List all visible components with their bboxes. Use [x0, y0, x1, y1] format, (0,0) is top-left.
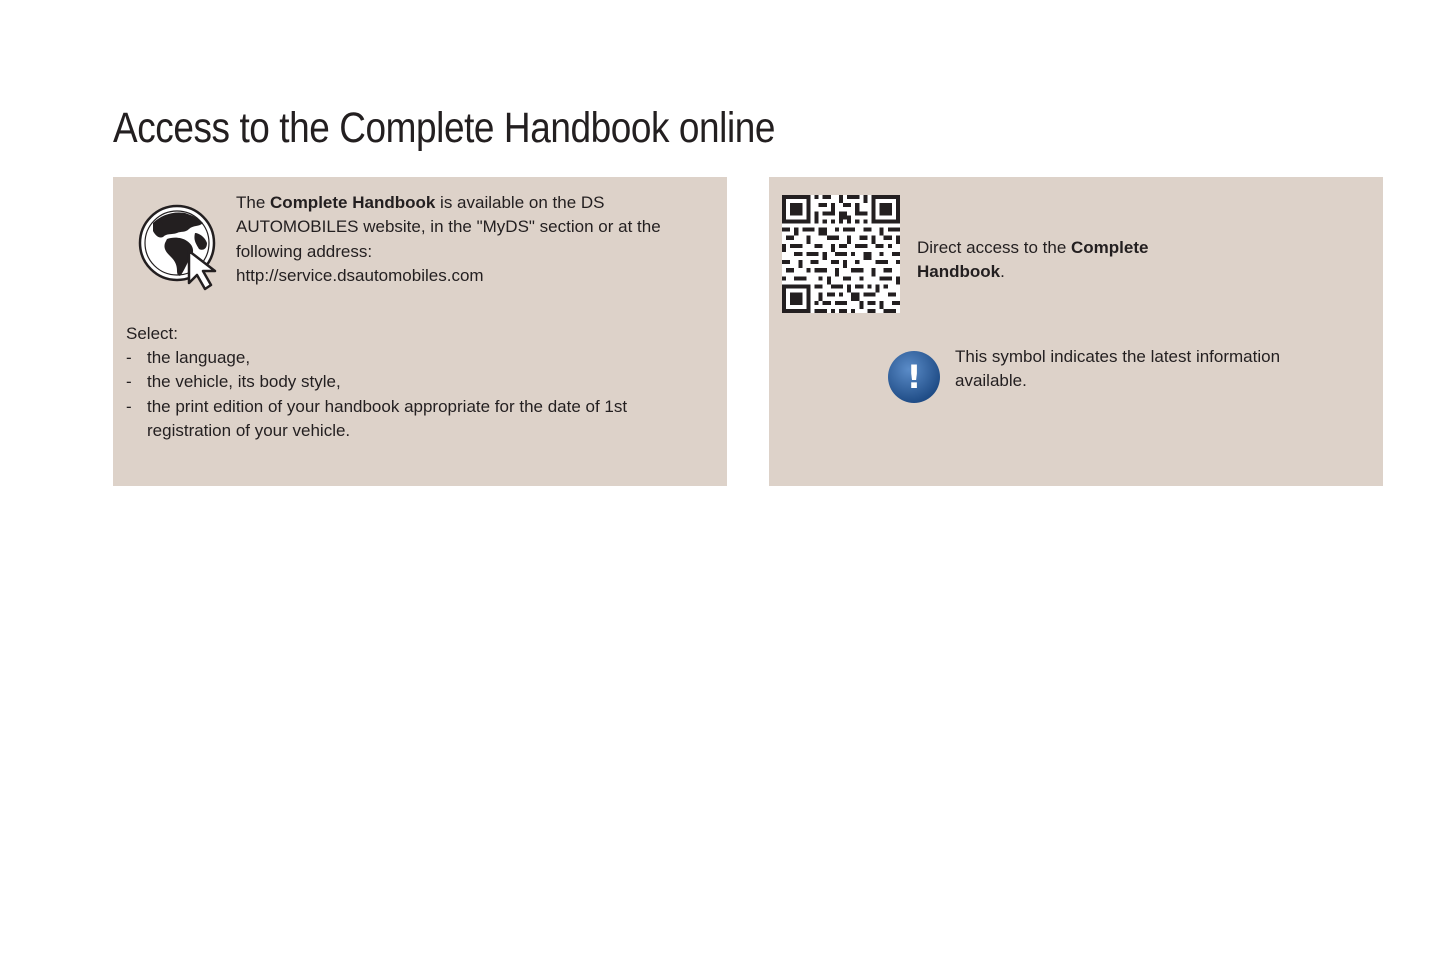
globe-with-cursor-icon: [137, 203, 229, 295]
direct-bold-complete: Complete: [1071, 238, 1149, 257]
select-label: Select:: [126, 324, 178, 343]
intro-line-2: AUTOMOBILES website, in the "MyDS" section or at the: [236, 217, 661, 237]
online-access-panel: [113, 177, 727, 486]
intro-bold-complete-handbook: Complete Handbook: [270, 193, 436, 212]
list-item: [126, 370, 706, 394]
handbook-availability-text: [236, 191, 716, 289]
list-item: [126, 346, 706, 370]
dash-bullet: -: [126, 372, 132, 392]
select-item-language: the language,: [147, 348, 251, 367]
direct-access-text: [917, 236, 1207, 285]
select-item-vehicle: the vehicle, its body style,: [147, 372, 341, 392]
page-title: Access to the Complete Handbook online: [113, 104, 776, 152]
select-item-print-edition: the print edition of your handbook appropriate for the date of 1st registration of your vehicle.: [147, 396, 628, 441]
direct-access-panel: [769, 177, 1383, 486]
qr-code-icon[interactable]: [782, 195, 900, 313]
info-glyph: !: [906, 358, 922, 396]
direct-prefix: Direct access to the: [917, 238, 1072, 257]
intro-prefix: The: [236, 193, 271, 212]
info-symbol-text: This symbol indicates the latest information available.: [955, 347, 1281, 391]
direct-bold-handbook: Handbook: [917, 262, 1001, 282]
handbook-url: http://service.dsautomobiles.com: [236, 266, 484, 286]
dash-bullet: -: [126, 396, 132, 416]
intro-line-3: following address:: [236, 241, 373, 261]
direct-suffix: .: [1000, 262, 1005, 282]
intro-suffix: is available on the DS: [435, 193, 605, 212]
dash-bullet: -: [126, 348, 132, 367]
select-list: [126, 346, 706, 444]
list-item: [126, 395, 706, 444]
exclamation-info-icon: [887, 350, 941, 404]
